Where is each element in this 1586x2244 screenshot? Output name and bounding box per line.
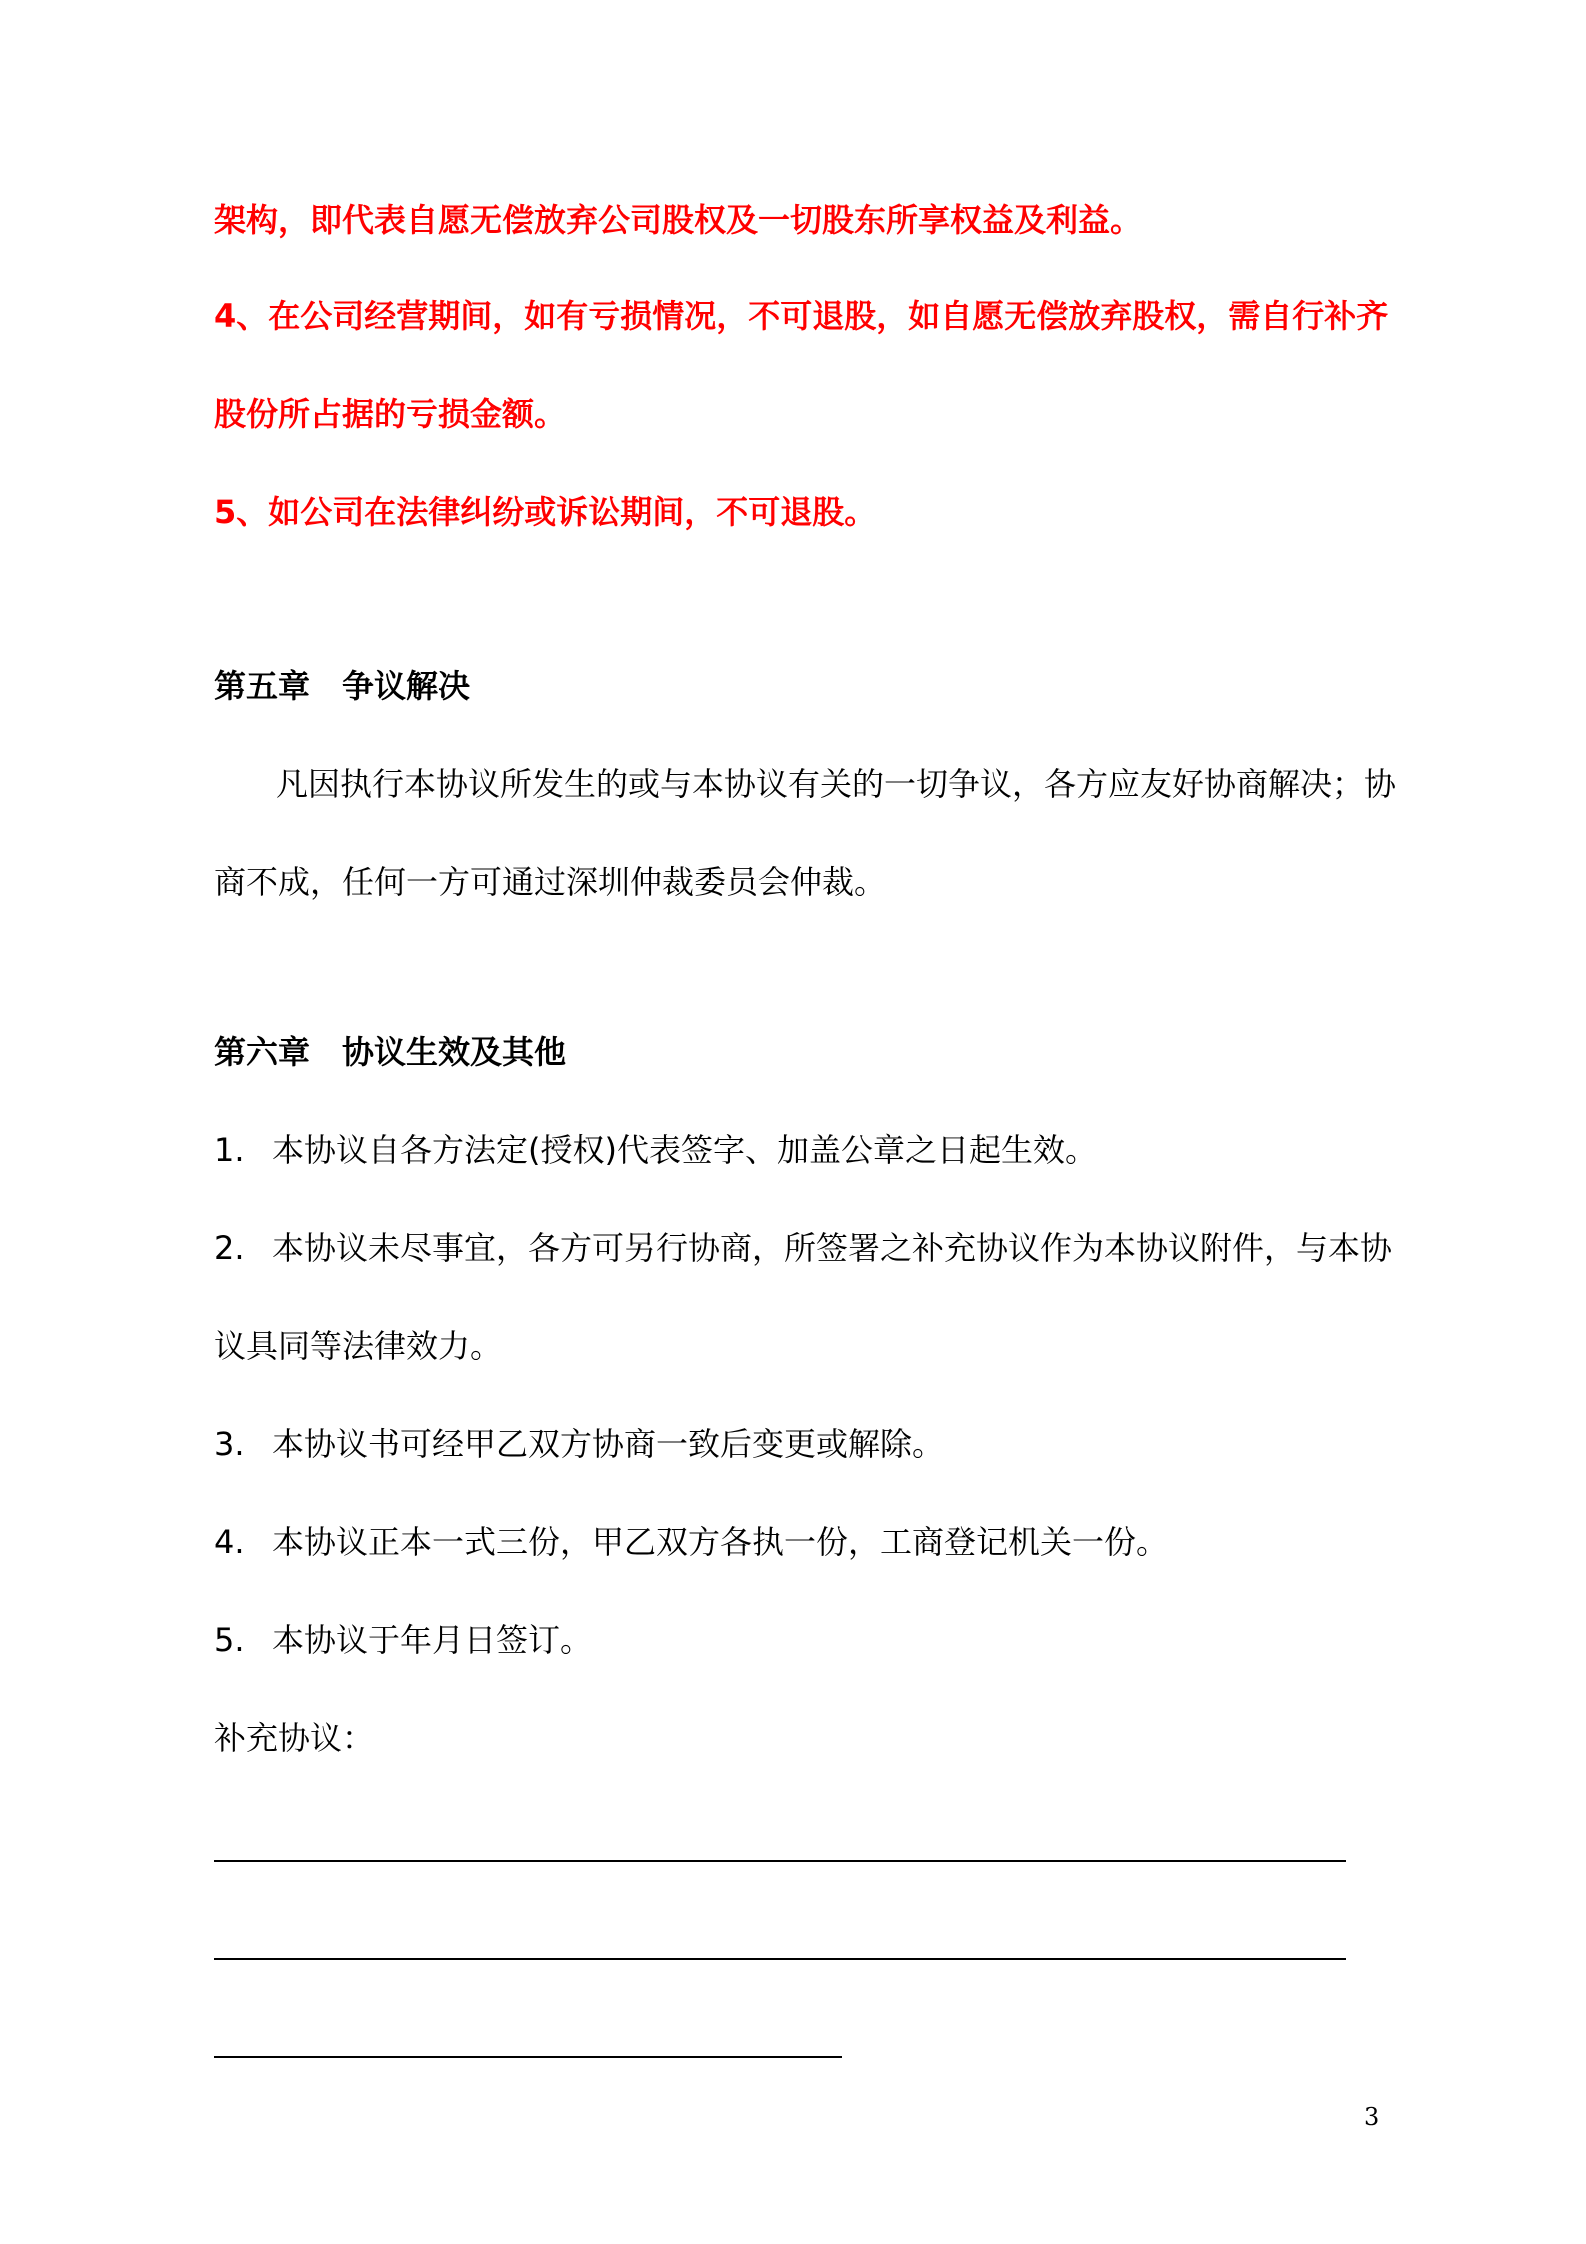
list-item-number: 1. [214, 1131, 245, 1169]
blank-line-1 [214, 1860, 1346, 1862]
clause-continuation: 架构，即代表自愿无偿放弃公司股权及一切股东所享权益及利益。 [214, 201, 1143, 239]
list-item-text: 本协议自各方法定(授权)代表签字、加盖公章之日起生效。 [272, 1131, 1097, 1169]
clause-5: 5、如公司在法律纠纷或诉讼期间，不可退股。 [214, 493, 877, 531]
list-item-number: 2. [214, 1229, 245, 1267]
chapter-6-number: 第六章 [214, 1033, 311, 1071]
list-item [214, 1522, 1168, 1562]
chapter-6-title: 协议生效及其他 [342, 1033, 567, 1071]
chapter-5-paragraph-line-1: 凡因执行本协议所发生的或与本协议有关的一切争议，各方应友好协商解决；协 [276, 765, 1397, 803]
chapter-5-paragraph-line-2: 商不成，任何一方可通过深圳仲裁委员会仲裁。 [214, 863, 887, 901]
chapter-5-heading [214, 666, 470, 706]
chapter-5-title: 争议解决 [342, 667, 471, 705]
supplement-label: 补充协议： [214, 1719, 375, 1757]
list-item-number: 5. [214, 1621, 245, 1659]
clause-4-line-1: 4、在公司经营期间，如有亏损情况，不可退股，如自愿无偿放弃股权，需自行补齐 [214, 297, 1389, 335]
list-item-text: 本协议于年月日签订。 [272, 1621, 593, 1659]
list-item [214, 1130, 1097, 1170]
blank-line-2 [214, 1958, 1346, 1960]
clause-4-line-2: 股份所占据的亏损金额。 [214, 395, 567, 433]
chapter-6-heading [214, 1032, 566, 1072]
list-item [214, 1424, 944, 1464]
list-item-continuation: 议具同等法律效力。 [214, 1327, 503, 1365]
list-item-text: 本协议未尽事宜，各方可另行协商，所签署之补充协议作为本协议附件，与本协 [272, 1229, 1393, 1267]
list-item [214, 1228, 1392, 1268]
blank-line-3 [214, 2056, 842, 2058]
list-item [214, 1620, 592, 1660]
list-item-text: 本协议正本一式三份，甲乙双方各执一份，工商登记机关一份。 [272, 1523, 1169, 1561]
page-number: 3 [1364, 2103, 1380, 2131]
list-item-number: 3. [214, 1425, 245, 1463]
chapter-5-number: 第五章 [214, 667, 311, 705]
list-item-number: 4. [214, 1523, 245, 1561]
list-item-text: 本协议书可经甲乙双方协商一致后变更或解除。 [272, 1425, 945, 1463]
